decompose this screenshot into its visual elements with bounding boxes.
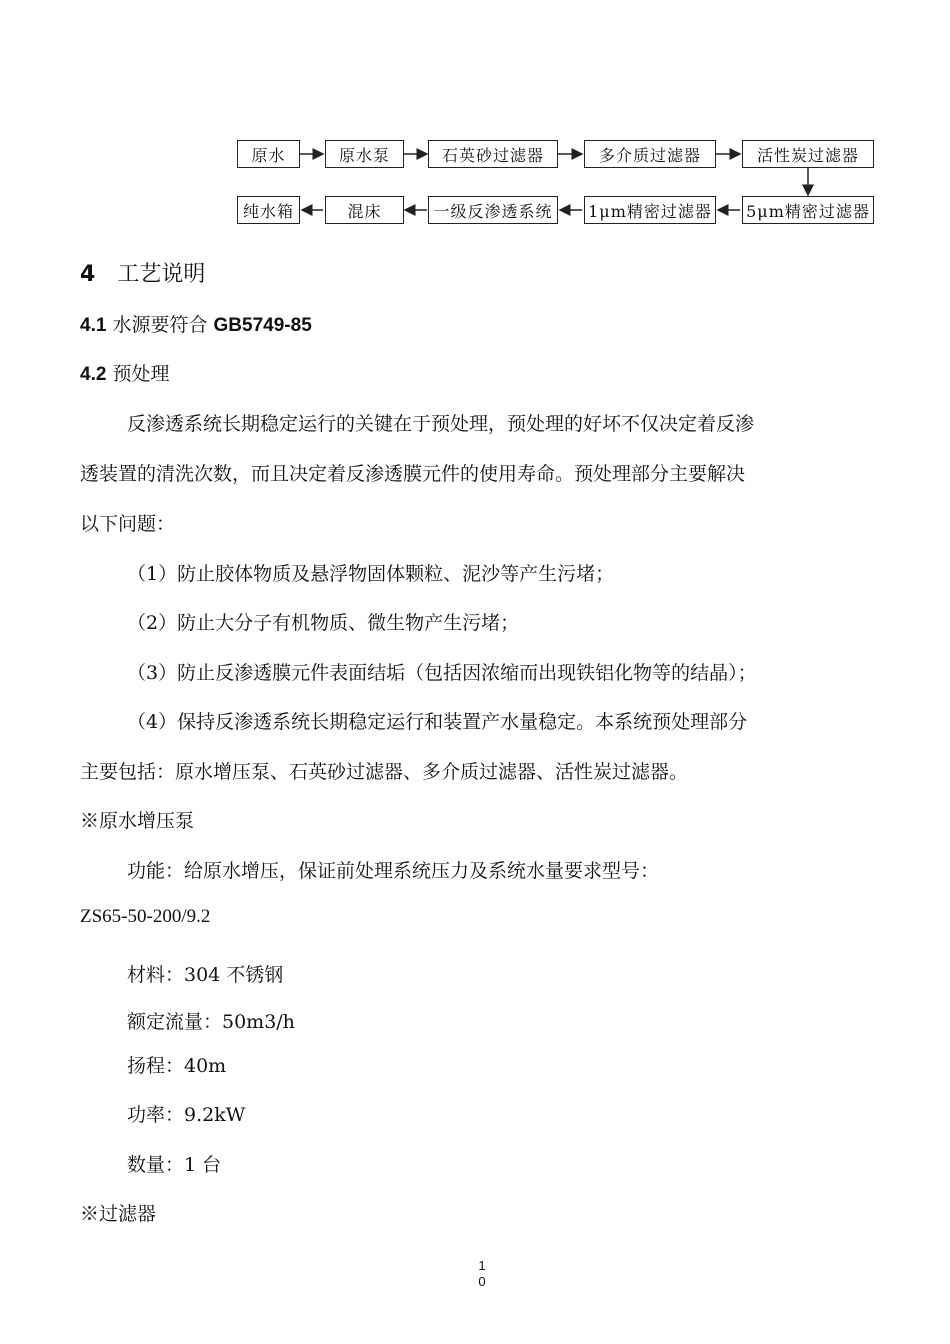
paragraph-line: 透装置的清洗次数，而且决定着反渗透膜元件的使用寿命。预处理部分主要解决 — [80, 463, 746, 485]
flow-box-activated-carbon-filter: 活性炭过滤器 — [742, 140, 874, 168]
flow-box-mixed-bed: 混床 — [325, 196, 404, 224]
flow-box-1um-filter: 1μm精密过滤器 — [584, 196, 716, 224]
flow-box-raw-water: 原水 — [237, 140, 300, 168]
paragraph-line: 以下问题： — [80, 513, 176, 535]
list-item: （2）防止大分子有机物质、微生物产生污堵； — [127, 612, 520, 634]
page-number-digit: 1 — [478, 1258, 486, 1273]
section-number: 4 — [80, 262, 96, 287]
section-heading — [80, 257, 205, 288]
list-item: （1）防止胶体物质及悬浮物固体颗粒、泥沙等产生污堵； — [127, 563, 615, 585]
subsection-4-2 — [80, 359, 169, 386]
list-item: （4）保持反渗透系统长期稳定运行和装置产水量稳定。本系统预处理部分 — [127, 711, 748, 733]
pump-head: 扬程：40m — [127, 1055, 227, 1077]
section-title: 工艺说明 — [117, 262, 206, 287]
flow-box-5um-filter: 5μm精密过滤器 — [742, 196, 874, 224]
pump-power: 功率：9.2kW — [127, 1104, 246, 1126]
standard-code: GB5749-85 — [213, 315, 312, 336]
list-item: （3）防止反渗透膜元件表面结垢（包括因浓缩而出现铁铝化物等的结晶）； — [127, 662, 757, 684]
flow-box-quartz-sand-filter: 石英砂过滤器 — [428, 140, 558, 168]
pump-flow: 额定流量：50m3/h — [127, 1011, 295, 1033]
subsection-text: 水源要符合 — [112, 314, 208, 336]
flow-box-pure-water-tank: 纯水箱 — [237, 196, 300, 224]
flow-box-raw-water-pump: 原水泵 — [325, 140, 404, 168]
list-item-continuation: 主要包括：原水增压泵、石英砂过滤器、多介质过滤器、活性炭过滤器。 — [80, 761, 689, 783]
pump-function: 功能：给原水增压，保证前处理系统压力及系统水量要求型号： — [127, 860, 660, 882]
filter-heading: ※过滤器 — [80, 1203, 157, 1225]
subsection-4-1 — [80, 310, 312, 337]
pump-model: ZS65-50-200/9.2 — [80, 906, 211, 927]
pump-heading: ※原水增压泵 — [80, 810, 195, 832]
subsection-text: 预处理 — [112, 363, 170, 385]
paragraph-line: 反渗透系统长期稳定运行的关键在于预处理，预处理的好坏不仅决定着反渗 — [127, 413, 755, 435]
pump-quantity: 数量：1 台 — [127, 1154, 222, 1176]
process-flow-diagram — [0, 0, 950, 240]
subsection-number: 4.1 — [80, 315, 107, 336]
flow-box-ro-system: 一级反渗透系统 — [428, 196, 558, 224]
page-number-digit: 0 — [478, 1274, 486, 1289]
flow-box-multimedia-filter: 多介质过滤器 — [584, 140, 716, 168]
pump-material: 材料：304 不锈钢 — [127, 964, 284, 986]
subsection-number: 4.2 — [80, 364, 107, 385]
